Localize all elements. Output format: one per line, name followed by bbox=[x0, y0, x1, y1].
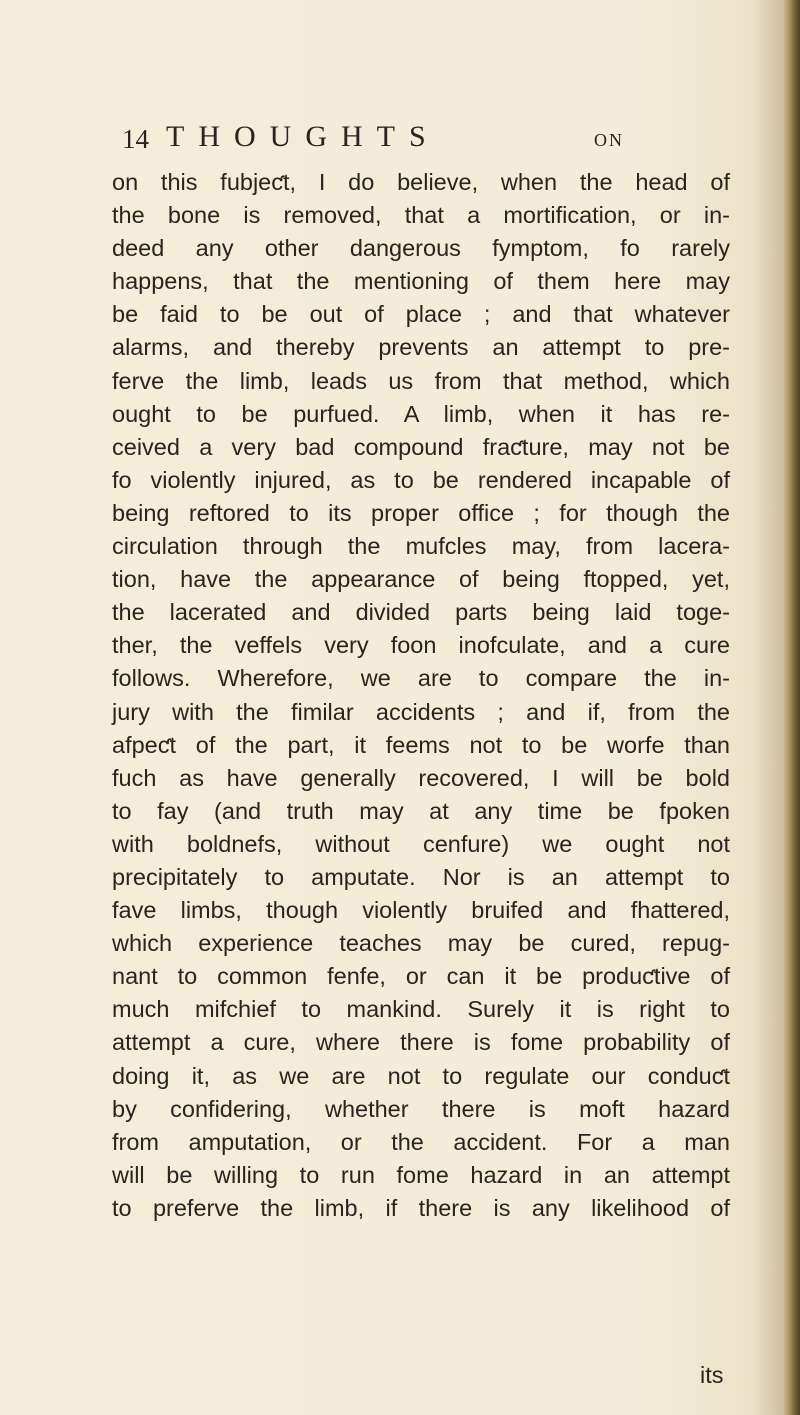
text-line: by confidering, whether there is moft hazard bbox=[112, 1095, 730, 1122]
text-line: fave limbs, though violently bruifed and fhattered, bbox=[112, 897, 730, 924]
running-header bbox=[122, 120, 642, 160]
text-line: follows. Wherefore, we are to compare the in- bbox=[112, 665, 730, 692]
catchword: its bbox=[700, 1362, 724, 1388]
page-number: 14 bbox=[122, 124, 149, 154]
body-paragraph bbox=[112, 166, 730, 1225]
text-line: nant to common fenfe, or can it be produƈtive of bbox=[112, 963, 730, 990]
text-line: which experience teaches may be cured, repug- bbox=[112, 930, 730, 957]
text-line: attempt a cure, where there is fome probability of bbox=[112, 1029, 730, 1056]
text-line: ther, the veffels very foon inofculate, and a cure bbox=[112, 632, 730, 659]
text-line: deed any other dangerous fymptom, fo rarely bbox=[112, 235, 730, 262]
text-line: to fay (and truth may at any time be fpoken bbox=[112, 797, 730, 824]
text-line: ought to be purfued. A limb, when it has re- bbox=[112, 400, 730, 427]
text-line: circulation through the mufcles may, from lacera- bbox=[112, 533, 730, 560]
text-line: the lacerated and divided parts being laid toge- bbox=[112, 599, 730, 626]
text-line: fo violently injured, as to be rendered incapable of bbox=[112, 466, 730, 493]
text-line: ferve the limb, leads us from that method, which bbox=[112, 367, 730, 394]
book-spine-edge bbox=[784, 0, 800, 1415]
text-line: being reftored to its proper office ; for though the bbox=[112, 499, 730, 526]
text-line: the bone is removed, that a mortification, or in- bbox=[112, 202, 730, 229]
text-line: with boldnefs, without cenfure) we ought not bbox=[112, 830, 730, 857]
text-line: on this fubjeƈt, I do believe, when the head of bbox=[112, 169, 730, 195]
text-line: much mifchief to mankind. Surely it is right to bbox=[112, 996, 730, 1023]
text-line: doing it, as we are not to regulate our conduƈt bbox=[112, 1062, 730, 1089]
text-line: precipitately to amputate. Nor is an attempt to bbox=[112, 863, 730, 890]
text-line: jury with the fimilar accidents ; and if, from the bbox=[112, 698, 730, 725]
text-line: happens, that the mentioning of them here may bbox=[112, 268, 730, 295]
gutter-shadow bbox=[754, 0, 784, 1415]
text-line: to preferve the limb, if there is any likelihood of bbox=[112, 1194, 730, 1221]
running-title: THOUGHTS bbox=[166, 120, 440, 153]
text-line: afpeƈt of the part, it feems not to be worfe than bbox=[112, 731, 730, 758]
text-line: will be willing to run fome hazard in an attempt bbox=[112, 1161, 730, 1188]
text-line: alarms, and thereby prevents an attempt to pre- bbox=[112, 334, 730, 361]
text-line: be faid to be out of place ; and that whatever bbox=[112, 301, 730, 328]
text-line: fuch as have generally recovered, I will be bold bbox=[112, 764, 730, 791]
text-line: tion, have the appearance of being ftopped, yet, bbox=[112, 566, 730, 593]
running-title-suffix: ON bbox=[594, 130, 624, 150]
text-line: from amputation, or the accident. For a man bbox=[112, 1128, 730, 1155]
text-line: ceived a very bad compound fraƈture, may not be bbox=[112, 433, 730, 460]
